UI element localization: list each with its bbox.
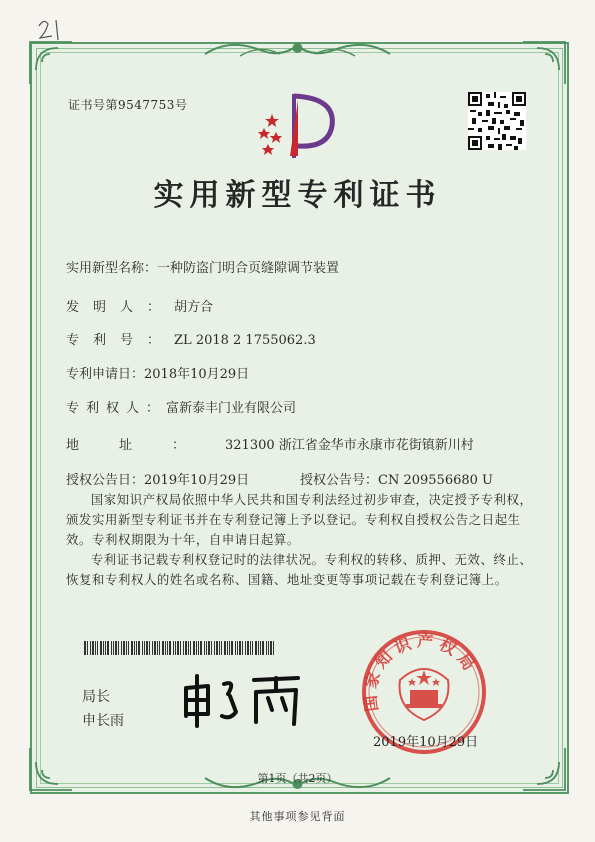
address-label: 地址： [66,438,226,453]
footer-note: 其他事项参见背面 [249,810,346,823]
field-grant-date [66,469,249,488]
page-number: 第1页（共2页） [257,772,338,785]
seal-text: 国家知识产权局 [360,631,482,713]
model-name-label: 实用新型名称： [66,261,158,276]
patent-no-label: 专利号： [66,333,175,348]
seal-date: 2019年10月29日 [373,735,479,750]
address-value: 321300 浙江省金华市永康市花街镇新川村 [225,438,474,453]
director-signature [178,670,308,730]
inventor-value: 胡方合 [174,300,214,315]
field-inventor [66,296,213,315]
field-address [66,434,474,453]
legal-status-paragraph: 专利证书记载专利权登记时的法律状况。专利权的转移、质押、无效、终止、恢复和专利权人的姓名或名称、国籍、地址变更等事项记载在专利登记簿上。 [66,552,533,587]
field-patentee [66,397,296,416]
patentee-value: 富新泰丰门业有限公司 [166,401,297,416]
field-model-name [66,257,339,276]
certificate-number: 证书号第9547753号 [68,98,188,112]
patent-office-logo [254,86,344,166]
grant-statement-paragraph: 国家知识产权局依照中华人民共和国专利法经过初步审查，决定授予专利权，颁发实用新型专利证书并在专利登记簿上予以登记。专利权自授权公告之日起生效。专利权期限为十年，自申请日起算。 [66,492,533,547]
field-grant-no [300,469,493,488]
patent-no-value: ZL 2018 2 1755062.3 [174,333,316,348]
grant-no-value: CN 209556680 U [378,473,493,488]
grant-date-label: 授权公告日： [66,473,145,488]
corner-ornament-top-left [28,40,74,86]
filing-date-label: 专利申请日： [66,367,145,382]
grant-no-label: 授权公告号： [300,473,379,488]
qr-code [468,92,526,150]
patentee-label: 专利权人： [66,401,167,416]
model-name-value: 一种防盗门明合页缝隙调节装置 [157,261,340,276]
grant-date-value: 2019年10月29日 [144,473,250,488]
filing-date-value: 2018年10月29日 [144,367,250,382]
director-title: 局长 [82,689,110,705]
field-patent-no [66,329,316,348]
corner-ornament-top-right [521,40,567,86]
inventor-label: 发明人： [66,300,175,315]
field-filing-date [66,363,249,382]
certificate-title: 实用新型专利证书 [153,178,442,213]
director-name: 申长雨 [82,713,124,729]
top-ornament [200,36,395,62]
barcode [84,641,276,655]
